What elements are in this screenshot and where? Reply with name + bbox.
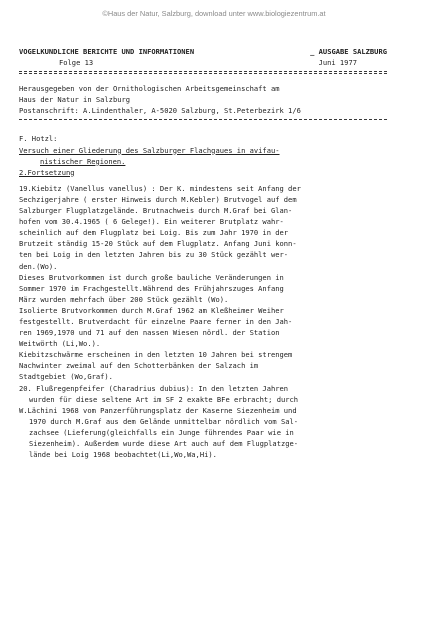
body-line: Weitwörth (Li,Wo.).	[19, 339, 101, 349]
body-line: Sechzigerjahre ( erster Hinweis durch M.Kebler) Brutvogel auf dem	[19, 194, 297, 204]
body-line: hofen vom 30.4.1965 ( 6 Gelege!). Ein weiterer Brutplatz wahr-	[19, 217, 284, 227]
body-line: festgestellt. Brutverdacht für einzelne Paare ferner in den Jah-	[19, 316, 293, 326]
header-title-row	[19, 46, 387, 57]
series-title: VOGELKUNDLICHE BERICHTE UND INFORMATIONEN	[19, 47, 195, 56]
publisher-line: Herausgegeben von der Ornithologischen Arbeitsgemeinschaft am	[19, 84, 280, 94]
body-line: Stadtgebiet (Wo,Graf).	[19, 372, 113, 382]
body-line: 1970 durch M.Graf aus dem Gelände unmittelbar nördlich vom Sal-	[29, 416, 299, 426]
publisher-line: Haus der Natur in Salzburg	[19, 95, 131, 105]
body-line: Salzburger Flugplatzgelände. Brutnachweis durch M.Graf bei Glan-	[19, 206, 293, 216]
body-line: ren 1969,1970 und 71 auf den nassen Wiesen nördl. der Station	[19, 328, 280, 338]
body-line: ten bei Loig in den letzten Jahren bis zu 30 Stück gezählt wer-	[19, 250, 289, 260]
body-line: Siezenheim). Außerdem wurde diese Art auch auf dem Flugplatzge-	[29, 439, 299, 448]
continuation-label: 2.Fortsetzung	[19, 167, 75, 177]
body-line: 20. Flußregenpfeifer (Charadrius dubius): In den letzten Jahren	[19, 383, 289, 393]
body-line: März wurden mehrfach über 200 Stück gezählt (Wo).	[19, 294, 229, 304]
body-line: lände bei Loig 1968 beobachtet(Li,Wo,Wa,Hi).	[29, 450, 217, 460]
body-line: Kiebitzschwärme erscheinen in den letzten 10 Jahren bei strengem	[19, 350, 293, 360]
body-line: W.Lächini 1968 vom Panzerführungsplatz der Kaserne Siezenheim und	[19, 405, 297, 415]
body-line: Isolierte Brutvorkommen durch M.Graf 1962 am Kleßheimer Weiher	[19, 305, 284, 315]
body-line: den.(Wo).	[19, 261, 58, 271]
article-title-line: nistischer Regionen.	[40, 156, 126, 166]
edition-title: _ AUSGABE SALZBURG	[310, 47, 387, 56]
body-line: Nachwinter zweimal auf den Schotterbänken der Salzach im	[19, 361, 259, 371]
header-divider	[19, 71, 387, 72]
body-line: 19.Kiebitz (Vanellus vanellus) : Der K. mindestens seit Anfang der	[19, 183, 301, 193]
body-line: Brutzeit ständig 15-20 Stück auf dem Flugplatz. Anfang Juni konn-	[19, 239, 297, 249]
watermark-text: ©Haus der Natur, Salzburg, download unter www.biologiezentrum.at	[102, 9, 326, 18]
body-line: zachsee (Lieferung(gleichfalls ein Junge führendes Paar wie in	[29, 427, 294, 437]
body-line: Sommer 1970 im Frachgestellt.Während des Frühjahrszuges Anfang	[19, 283, 284, 293]
body-line: Dieses Brutvorkommen ist durch große bauliche Veränderungen in	[19, 272, 284, 282]
publisher-line: Postanschrift: A.Lindenthaler, A-5020 Salzburg, St.Peterbezirk 1/6	[19, 106, 301, 116]
body-line: scheinlich auf dem Flugplatz bei Loig. Bis zum Jahr 1970 in der	[19, 228, 289, 238]
header-issue-row	[19, 57, 387, 68]
article-title-line: Versuch einer Gliederung des Salzburger Flachgaues in avifau-	[19, 145, 280, 155]
author-name: F. Hotzl:	[19, 134, 58, 144]
document-page	[19, 46, 391, 460]
issue-date: Juni 1977	[318, 58, 357, 68]
issue-number: Folge 13	[59, 58, 94, 68]
body-line: wurden für diese seltene Art im SF 2 exakte BFe erbracht; durch	[29, 394, 299, 404]
